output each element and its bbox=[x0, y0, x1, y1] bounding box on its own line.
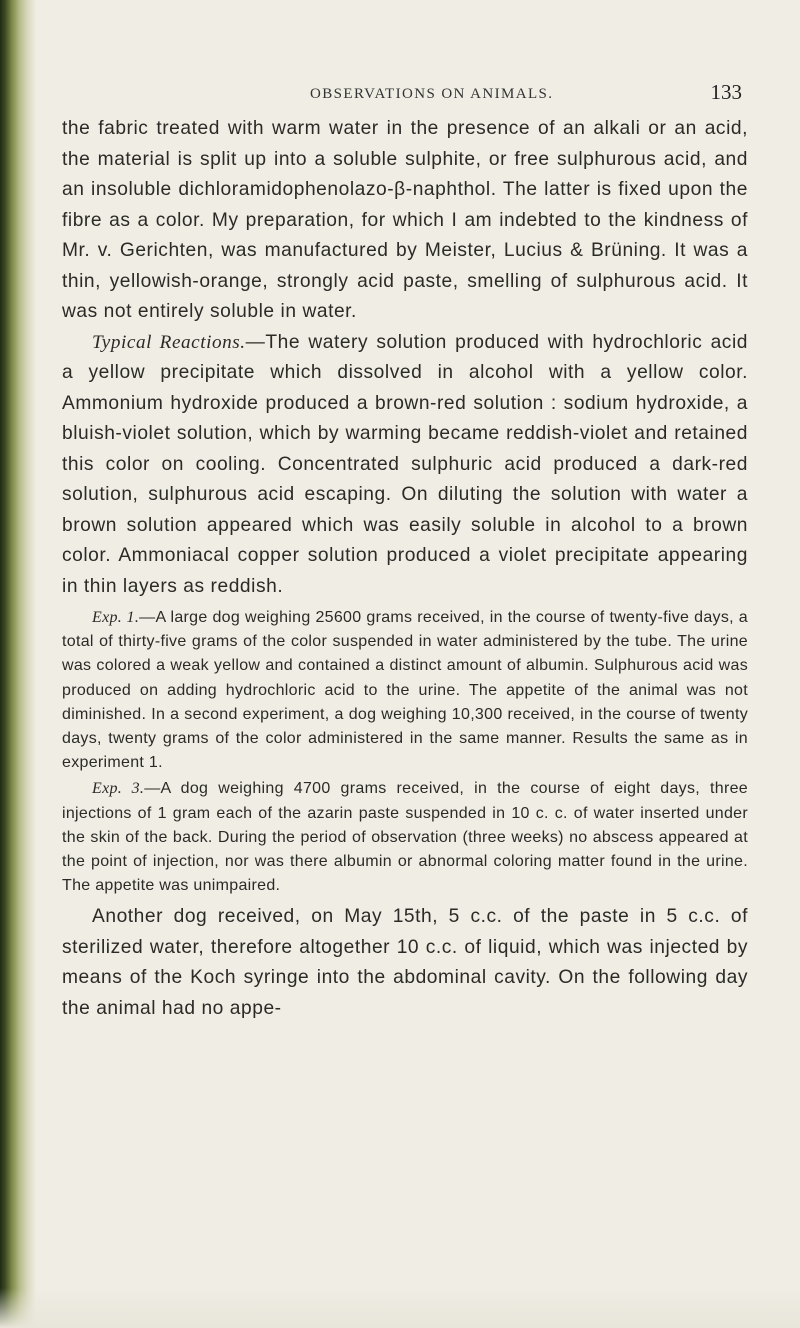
paragraph-4-text: —A dog weighing 4700 grams received, in the course of eight days, three injections of 1 gram each of the azarin paste suspended in 10 c. c. of water inserted under the skin of the back. During the period of observation (three weeks) no abscess appeared at the point of injection, nor was there albumin or abnormal coloring matter found in the urine. The appetite was unimpaired. bbox=[62, 780, 748, 895]
paragraph-3-heading: Exp. 1. bbox=[92, 609, 140, 626]
paragraph-2 bbox=[62, 328, 748, 603]
page-bottom-shadow bbox=[0, 1288, 800, 1328]
book-spine-edge bbox=[0, 0, 36, 1328]
body-text bbox=[62, 114, 748, 1024]
running-header bbox=[62, 80, 748, 110]
running-title: OBSERVATIONS ON ANIMALS. bbox=[310, 86, 554, 102]
page-number: 133 bbox=[710, 80, 742, 104]
paragraph-3-text: —A large dog weighing 25600 grams received, in the course of twenty-five days, a total of thirty-five grams of the color suspended in water administered by the tube. The urine was colored a weak yellow and contained a distinct amount of albumin. Sulphurous acid was produced on adding hydrochloric acid to the urine. The appetite of the animal was not diminished. In a second experiment, a dog weighing 10,300 received, in the course of twenty days, twenty grams of the color administered in the same manner. Results the same as in experiment 1. bbox=[62, 609, 748, 772]
paragraph-4 bbox=[62, 777, 748, 898]
paragraph-3 bbox=[62, 606, 748, 775]
paragraph-1: the fabric treated with warm water in the presence of an alkali or an acid, the material is split up into a soluble sulphite, or free sulphurous acid, and an insoluble dichloramidophenolazo-β-naphthol. The latter is fixed upon the fibre as a color. My preparation, for which I am indebted to the kindness of Mr. v. Gerichten, was manufactured by Meister, Lucius & Brüning. It was a thin, yellowish-orange, strongly acid paste, smelling of sulphurous acid. It was not entirely soluble in water. bbox=[62, 118, 748, 322]
paragraph-4-heading: Exp. 3. bbox=[92, 780, 145, 798]
paragraph-5: Another dog received, on May 15th, 5 c.c. of the paste in 5 c.c. of sterilized water, therefore altogether 10 c.c. of liquid, which was injected by means of the Koch syringe into the abdominal cavity. On the following day the animal had no appe- bbox=[62, 906, 748, 1019]
paragraph-2-heading: Typical Reactions. bbox=[92, 331, 246, 353]
paragraph-2-text: —The watery solution produced with hydrochloric acid a yellow precipitate which dissolved in alcohol with a yellow color. Ammonium hydroxide produced a brown-red solution : sodium hydroxide, a bluish-violet solution, which by warming became reddish-violet and retained this color on cooling. Concentrated sulphuric acid produced a dark-red solution, sulphurous acid escaping. On diluting the solution with water a brown solution appeared which was easily soluble in alcohol to a brown color. Ammoniacal copper solution produced a violet precipitate appearing in thin layers as reddish. bbox=[62, 331, 748, 597]
